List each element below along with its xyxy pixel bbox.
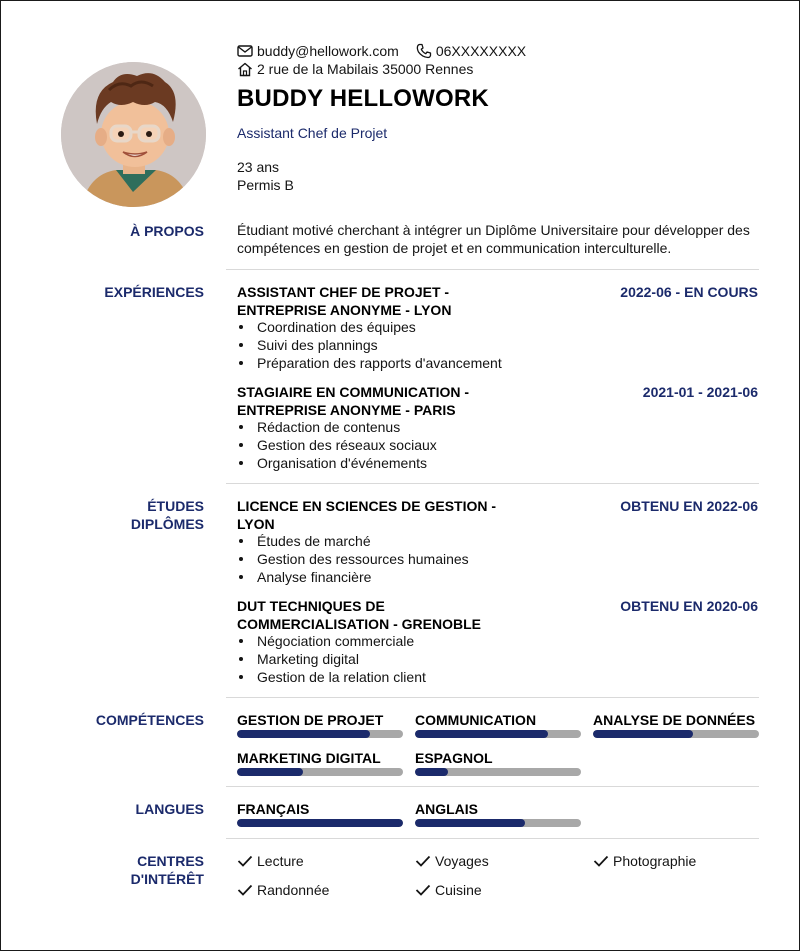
skill-name: ESPAGNOL xyxy=(415,750,493,766)
skill-item xyxy=(237,711,403,738)
address-row xyxy=(237,60,473,78)
list-item: Gestion des ressources humaines xyxy=(237,550,469,568)
interest-item xyxy=(415,881,482,899)
experience-title: ASSISTANT CHEF DE PROJET - ENTREPRISE ANONYME - LYON xyxy=(237,284,452,318)
divider xyxy=(226,786,759,787)
language-bar-fill xyxy=(237,819,403,827)
languages-section-label: LANGUES xyxy=(135,801,204,817)
list-item: Négociation commerciale xyxy=(237,632,426,650)
license-text: Permis B xyxy=(237,177,294,193)
skill-item xyxy=(415,749,581,776)
home-icon xyxy=(237,62,253,77)
check-icon xyxy=(415,883,431,897)
skill-name: COMMUNICATION xyxy=(415,712,537,728)
skill-name: ANALYSE DE DONNÉES xyxy=(593,712,756,728)
education-section-label xyxy=(131,497,204,533)
interest-label: Lecture xyxy=(257,853,304,869)
interests-label-line: CENTRES xyxy=(137,853,204,869)
list-item: Préparation des rapports d'avancement xyxy=(237,354,502,372)
education-label-line: DIPLÔMES xyxy=(130,516,204,532)
language-name: ANGLAIS xyxy=(415,801,478,817)
interest-item xyxy=(237,881,329,899)
experience-date: 2022-06 - EN COURS xyxy=(620,284,758,300)
phone-icon xyxy=(416,43,432,59)
education-bullets xyxy=(237,632,426,686)
list-item: Coordination des équipes xyxy=(237,318,502,336)
skill-item xyxy=(237,749,403,776)
contact-row xyxy=(237,42,526,60)
education-title: DUT TECHNIQUES DE COMMERCIALISATION - GRENOBLE xyxy=(237,598,481,632)
check-icon xyxy=(237,883,253,897)
language-bar-fill xyxy=(415,819,525,827)
mail-icon xyxy=(237,44,253,58)
about-section-label: À PROPOS xyxy=(130,223,204,239)
skill-bar-fill xyxy=(237,730,370,738)
skill-bar xyxy=(593,730,759,738)
list-item: Marketing digital xyxy=(237,650,426,668)
skill-name: GESTION DE PROJET xyxy=(237,712,384,728)
list-item: Rédaction de contenus xyxy=(237,418,437,436)
email-item[interactable] xyxy=(237,42,399,60)
skill-bar xyxy=(415,730,581,738)
skills-section-label: COMPÉTENCES xyxy=(95,712,204,728)
divider xyxy=(226,697,759,698)
skill-item xyxy=(593,711,759,738)
list-item: Gestion de la relation client xyxy=(237,668,426,686)
skill-bar-fill xyxy=(415,730,548,738)
experience-date: 2021-01 - 2021-06 xyxy=(642,384,758,400)
language-name: FRANÇAIS xyxy=(237,801,310,817)
interests-label-line: D'INTÉRÊT xyxy=(130,871,204,887)
experience-section-label: EXPÉRIENCES xyxy=(104,284,204,300)
skill-bar xyxy=(237,768,403,776)
list-item: Études de marché xyxy=(237,532,469,550)
education-label-line: ÉTUDES xyxy=(147,498,204,514)
skill-bar-fill xyxy=(593,730,693,738)
experience-bullets xyxy=(237,318,502,372)
list-item: Gestion des réseaux sociaux xyxy=(237,436,437,454)
language-item xyxy=(237,800,403,827)
candidate-name: BUDDY HELLOWORK xyxy=(237,85,489,112)
check-icon xyxy=(593,854,609,868)
education-date: OBTENU EN 2020-06 xyxy=(620,598,758,614)
skill-bar xyxy=(415,768,581,776)
divider xyxy=(226,483,759,484)
interest-label: Voyages xyxy=(435,853,489,869)
profile-photo xyxy=(61,62,206,207)
interest-label: Randonnée xyxy=(257,882,330,898)
interests-section-label xyxy=(131,852,204,888)
divider xyxy=(226,838,759,839)
check-icon xyxy=(237,854,253,868)
list-item: Analyse financière xyxy=(237,568,469,586)
age-text: 23 ans xyxy=(237,159,280,175)
list-item: Organisation d'événements xyxy=(237,454,437,472)
education-bullets xyxy=(237,532,469,586)
education-title: LICENCE EN SCIENCES DE GESTION - LYON xyxy=(237,498,497,532)
about-text: Étudiant motivé cherchant à intégrer un Diplôme Universitaire pour développer des compétences en gestion de projet et en communication interculturelle. xyxy=(237,222,750,256)
experience-bullets xyxy=(237,418,437,472)
list-item: Suivi des plannings xyxy=(237,336,502,354)
language-bar xyxy=(415,819,581,827)
skill-name: MARKETING DIGITAL xyxy=(237,750,381,766)
email-text: buddy@hellowork.com xyxy=(257,43,399,59)
skill-bar xyxy=(237,730,403,738)
education-date: OBTENU EN 2022-06 xyxy=(620,498,758,514)
skill-item xyxy=(415,711,581,738)
language-item xyxy=(415,800,581,827)
language-bar xyxy=(237,819,403,827)
phone-item[interactable] xyxy=(416,42,526,60)
experience-title: STAGIAIRE EN COMMUNICATION - ENTREPRISE ANONYME - PARIS xyxy=(237,384,470,418)
phone-text: 06XXXXXXXX xyxy=(435,43,527,59)
interest-item xyxy=(237,852,304,870)
job-title: Assistant Chef de Projet xyxy=(237,125,388,141)
interest-label: Cuisine xyxy=(435,882,482,898)
divider xyxy=(226,269,759,270)
check-icon xyxy=(415,854,431,868)
interest-item xyxy=(593,852,696,870)
skill-bar-fill xyxy=(415,768,448,776)
interest-label: Photographie xyxy=(613,853,697,869)
skill-bar-fill xyxy=(237,768,303,776)
interest-item xyxy=(415,852,489,870)
address-text: 2 rue de la Mabilais 35000 Rennes xyxy=(257,61,474,77)
